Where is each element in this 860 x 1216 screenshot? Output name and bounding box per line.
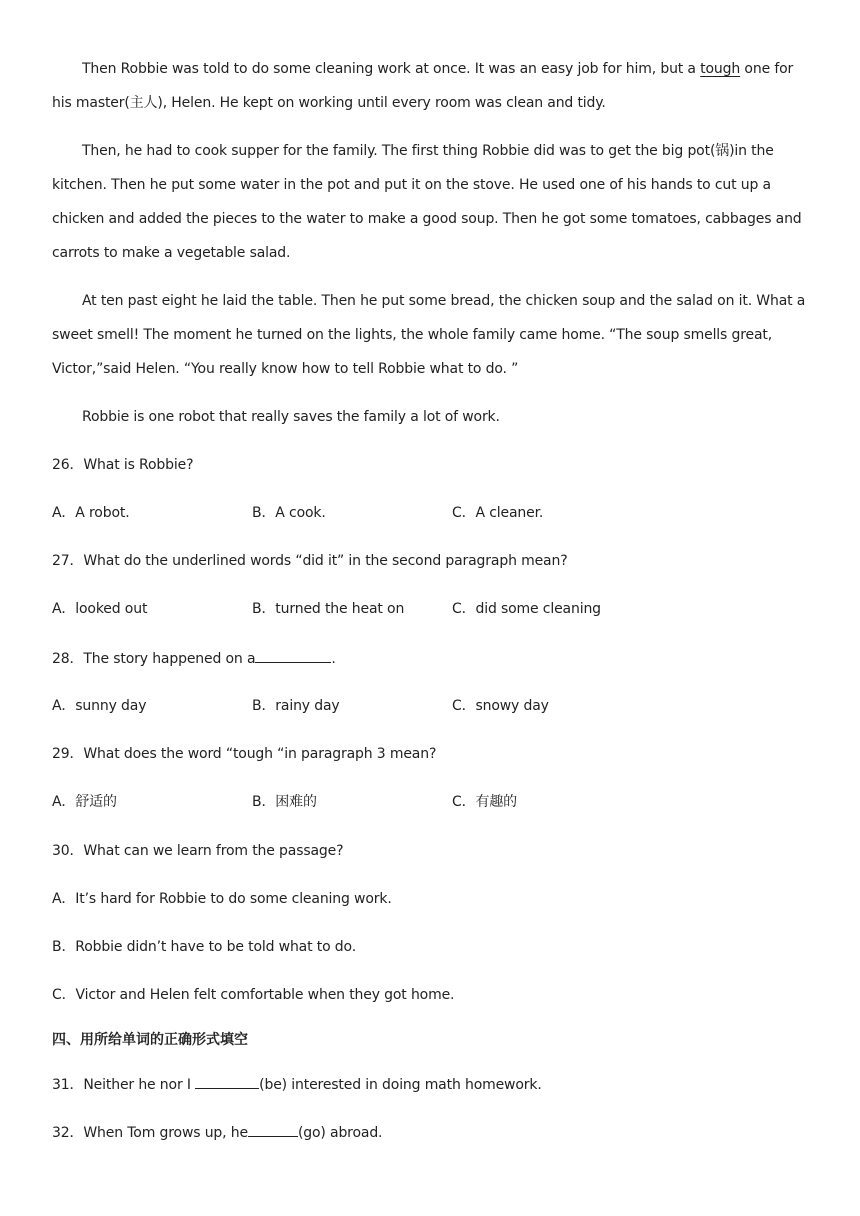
question-26-option-b: B．A cook. bbox=[252, 505, 326, 521]
question-28-stem bbox=[52, 648, 336, 669]
question-30-option-b: B．Robbie didn’t have to be told what to do. bbox=[52, 939, 357, 955]
answer-blank bbox=[255, 648, 331, 663]
question-27-option-c: C．did some cleaning bbox=[452, 601, 601, 617]
question-30-option-a: A．It’s hard for Robbie to do some cleaning work. bbox=[52, 891, 392, 907]
question-30-stem: 30．What can we learn from the passage? bbox=[52, 843, 344, 859]
question-27-stem: 27．What do the underlined words “did it” in the second paragraph mean? bbox=[52, 553, 568, 569]
question-32 bbox=[52, 1122, 382, 1143]
question-30-option-c: C．Victor and Helen felt comfortable when they got home. bbox=[52, 987, 455, 1003]
question-26-option-c: C．A cleaner. bbox=[452, 505, 544, 521]
question-28-option-b: B．rainy day bbox=[252, 698, 340, 714]
question-32-text: 32．When Tom grows up, he bbox=[52, 1125, 248, 1141]
paragraph-1-text-start: Then Robbie was told to do some cleaning work at once. It was an easy job for him, but a bbox=[82, 61, 701, 77]
passage-paragraph-3: At ten past eight he laid the table. Then he put some bread, the chicken soup and the salad on it. What a sweet smell! The moment he turned on the lights, the whole family came home. “The soup smells great, Victor,”said Helen. “You really know how to tell Robbie what to do. ” bbox=[52, 293, 806, 377]
underlined-word-tough: tough bbox=[700, 61, 741, 77]
question-29-option-c: C．有趣的 bbox=[452, 794, 518, 810]
passage-paragraph-2: Then, he had to cook supper for the family. The first thing Robbie did was to get the big pot(锅)in the kitchen. Then he put some water in the pot and put it on the stove. He used one of his hands to cut up a chicken and added the pieces to the water to make a good soup. Then he got some tomatoes, cabbages and carrots to make a vegetable salad. bbox=[52, 143, 802, 261]
answer-blank bbox=[195, 1074, 259, 1089]
question-32-text-end: (go) abroad. bbox=[297, 1125, 383, 1141]
question-26-stem: 26．What is Robbie? bbox=[52, 457, 194, 473]
question-31-text-end: (be) interested in doing math homework. bbox=[259, 1077, 542, 1093]
question-28-option-c: C．snowy day bbox=[452, 698, 549, 714]
question-27-option-a: A．looked out bbox=[52, 601, 148, 617]
question-26-option-a: A．A robot. bbox=[52, 505, 130, 521]
paragraph-1-text-end: one for his master(主人), Helen. He kept on working until every room was clean and tidy. bbox=[52, 61, 794, 111]
question-31-text: 31．Neither he nor I bbox=[52, 1077, 196, 1093]
question-29-option-a: A．舒适的 bbox=[52, 794, 117, 810]
question-28-stem-text: 28．The story happened on a bbox=[52, 651, 256, 667]
answer-blank bbox=[248, 1122, 298, 1137]
question-31 bbox=[52, 1074, 542, 1095]
passage-paragraph-4: Robbie is one robot that really saves the family a lot of work. bbox=[82, 409, 500, 425]
question-28-stem-period: . bbox=[331, 651, 336, 667]
question-27-option-b: B．turned the heat on bbox=[252, 601, 405, 617]
question-29-stem: 29．What does the word “tough “in paragraph 3 mean? bbox=[52, 746, 437, 762]
question-28-option-a: A．sunny day bbox=[52, 698, 147, 714]
question-29-option-b: B．困难的 bbox=[252, 794, 317, 810]
section-heading: 四、用所给单词的正确形式填空 bbox=[52, 1032, 248, 1048]
passage-paragraph-1 bbox=[52, 52, 812, 120]
